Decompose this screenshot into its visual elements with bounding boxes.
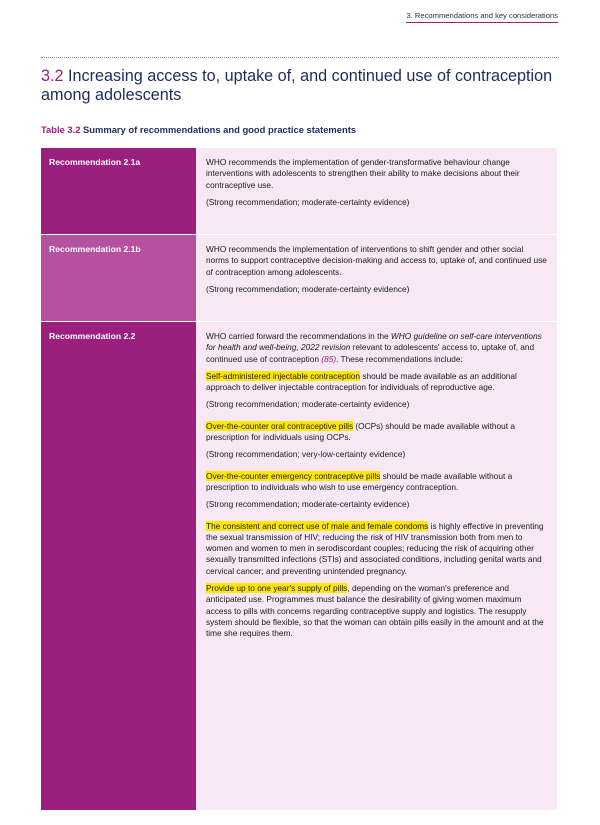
section-number: 3.2 xyxy=(41,67,64,85)
table-caption-number: Table 3.2 xyxy=(41,124,81,135)
guideline-title: WHO guideline on self-care interventions for health and well-being, 2022 revision xyxy=(206,331,542,353)
section-title xyxy=(41,67,561,104)
intro-text: WHO carried forward the recommendations in the xyxy=(206,331,391,341)
highlighted-text: Self-administered injectable contraception xyxy=(206,370,361,381)
sub-recommendation xyxy=(206,371,547,394)
sub-recommendation-text: should be made available without a prescription to individuals who wish to use emergency contraception. xyxy=(206,470,513,492)
reference-link[interactable]: (85) xyxy=(321,353,337,364)
recommendation-strength: (Strong recommendation; moderate-certainty evidence) xyxy=(206,399,410,410)
recommendation-content xyxy=(196,322,557,810)
recommendation-strength: (Strong recommendation; moderate-certainty evidence) xyxy=(206,196,410,207)
recommendation-strength: (Strong recommendation; moderate-certainty evidence) xyxy=(206,499,410,510)
recommendation-content xyxy=(196,148,557,234)
recommendation-label: Recommendation 2.2 xyxy=(41,322,196,810)
table-row xyxy=(41,148,557,235)
running-header: 3. Recommendations and key considerations xyxy=(406,11,558,23)
table-caption xyxy=(41,124,356,135)
recommendation-strength: (Strong recommendation; moderate-certainty evidence) xyxy=(206,283,410,294)
recommendation-content xyxy=(196,235,557,321)
sub-recommendation-text: (OCPs) should be made available without a prescription for individuals using OCPs. xyxy=(206,420,515,443)
highlighted-text: Over-the-counter emergency contraceptive pills xyxy=(206,470,381,481)
recommendation-text: WHO recommends the implementation of interventions to shift gender and other social norms to support contraceptive decision-making and access to, uptake of, and continued use of contraception among adolescents. xyxy=(206,244,547,277)
section-title-text: Increasing access to, uptake of, and continued use of contraception among adolescents xyxy=(41,67,553,104)
intro-text: relevant to adolescents' access to, uptake of, and continued use of contraception xyxy=(206,342,535,364)
highlighted-text: Over-the-counter oral contraceptive pills xyxy=(206,420,354,431)
recommendation-strength: (Strong recommendation; very-low-certainty evidence) xyxy=(206,449,406,460)
sub-recommendation-text: , depending on the woman's preference and anticipated use. Programmes must balance the desirability of giving women maximum access to pills with concerns regarding contraceptive supply and logistics. The resupply system should be flexible, so that the woman can obtain pills easily in the amount and at the time she requires them. xyxy=(206,583,544,639)
sub-recommendation xyxy=(206,521,547,577)
recommendation-text: WHO recommends the implementation of gender-transformative behaviour change interventions with adolescents to strengthen their ability to make decisions about their contraceptive use. xyxy=(206,157,520,190)
highlighted-text: Provide up to one year's supply of pills xyxy=(206,583,348,594)
recommendation-label: Recommendation 2.1a xyxy=(41,148,196,234)
dotted-divider xyxy=(41,57,559,58)
recommendations-table xyxy=(41,148,557,810)
sub-recommendation-text: is highly effective in preventing the sexual transmission of HIV; reducing the risk of HIV transmission both from men to women and women to men in serodiscordant couples; reducing the risk of acquiring other sexually transmitted infections (STIs) and associated conditions, including genital warts and cervical cancer; and preventing unintended pregnancy. xyxy=(206,520,544,576)
table-caption-text: Summary of recommendations and good practice statements xyxy=(83,124,357,135)
intro-text: . These recommendations include: xyxy=(336,353,463,364)
recommendation-label: Recommendation 2.1b xyxy=(41,235,196,321)
table-row xyxy=(41,322,557,810)
highlighted-text: The consistent and correct use of male and female condoms xyxy=(206,520,429,531)
table-row xyxy=(41,235,557,322)
sub-recommendation xyxy=(206,471,547,494)
sub-recommendation-text: should be made available as an additional approach to deliver injectable contraception for individuals of reproductive age. xyxy=(206,370,517,393)
recommendation-intro xyxy=(206,331,547,365)
sub-recommendation xyxy=(206,583,547,639)
sub-recommendation xyxy=(206,421,547,444)
